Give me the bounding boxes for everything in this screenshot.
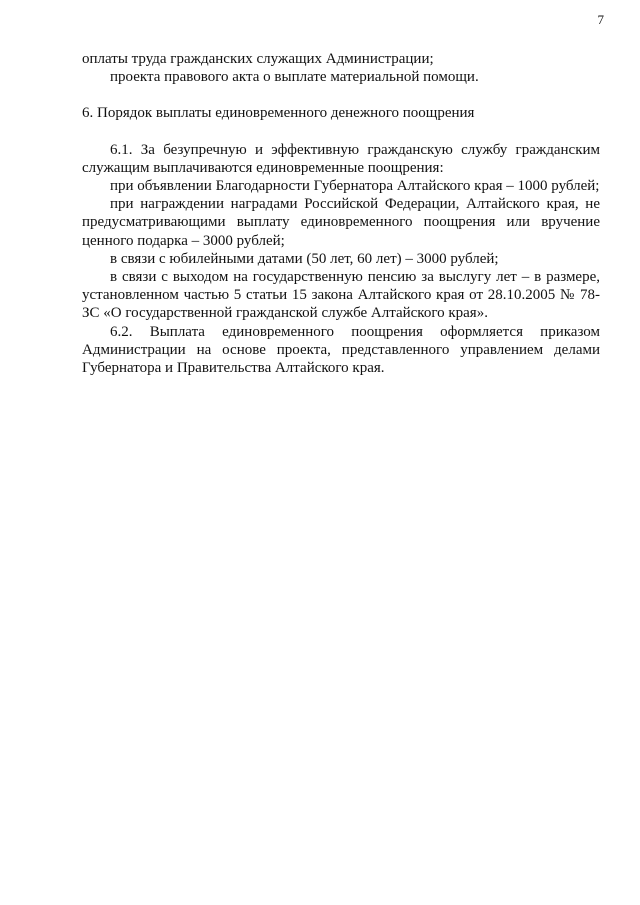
paragraph-gratitude-bonus: при объявлении Благодарности Губернатора Алтайского края – 1000 рублей; [110, 178, 600, 195]
paragraph-6-1: 6.1. За безупречную и эффективную гражданскую службу гражданским служащим выплачиваются единовременные поощрения: [82, 141, 600, 176]
document-body [82, 50, 600, 377]
paragraph-continuation: оплаты труда гражданских служащих Администрации; [82, 51, 434, 67]
paragraph-6-2: 6.2. Выплата единовременного поощрения оформляется приказом Администрации на основе проекта, представленного управлением делами Губернатора и Правительства Алтайского края. [82, 323, 600, 377]
page-number: 7 [597, 12, 604, 27]
paragraph-list-item: проекта правового акта о выплате материальной помощи. [110, 69, 479, 86]
section-heading: 6. Порядок выплаты единовременного денежного поощрения [82, 105, 475, 122]
paragraph-pension-bonus: в связи с выходом на государственную пенсию за выслугу лет – в размере, установленном частью 5 статьи 15 закона Алтайского края от 28.10.2005 № 78-ЗС «О государственной гражданской службе Алтайского края». [82, 269, 600, 322]
paragraph-anniversary-bonus: в связи с юбилейными датами (50 лет, 60 лет) – 3000 рублей; [110, 250, 499, 267]
paragraph-award-bonus: при награждении наградами Российской Федерации, Алтайского края, не предусматривающими выплату единовременного поощрения или вручение ценного подарка – 3000 рублей; [82, 196, 600, 249]
